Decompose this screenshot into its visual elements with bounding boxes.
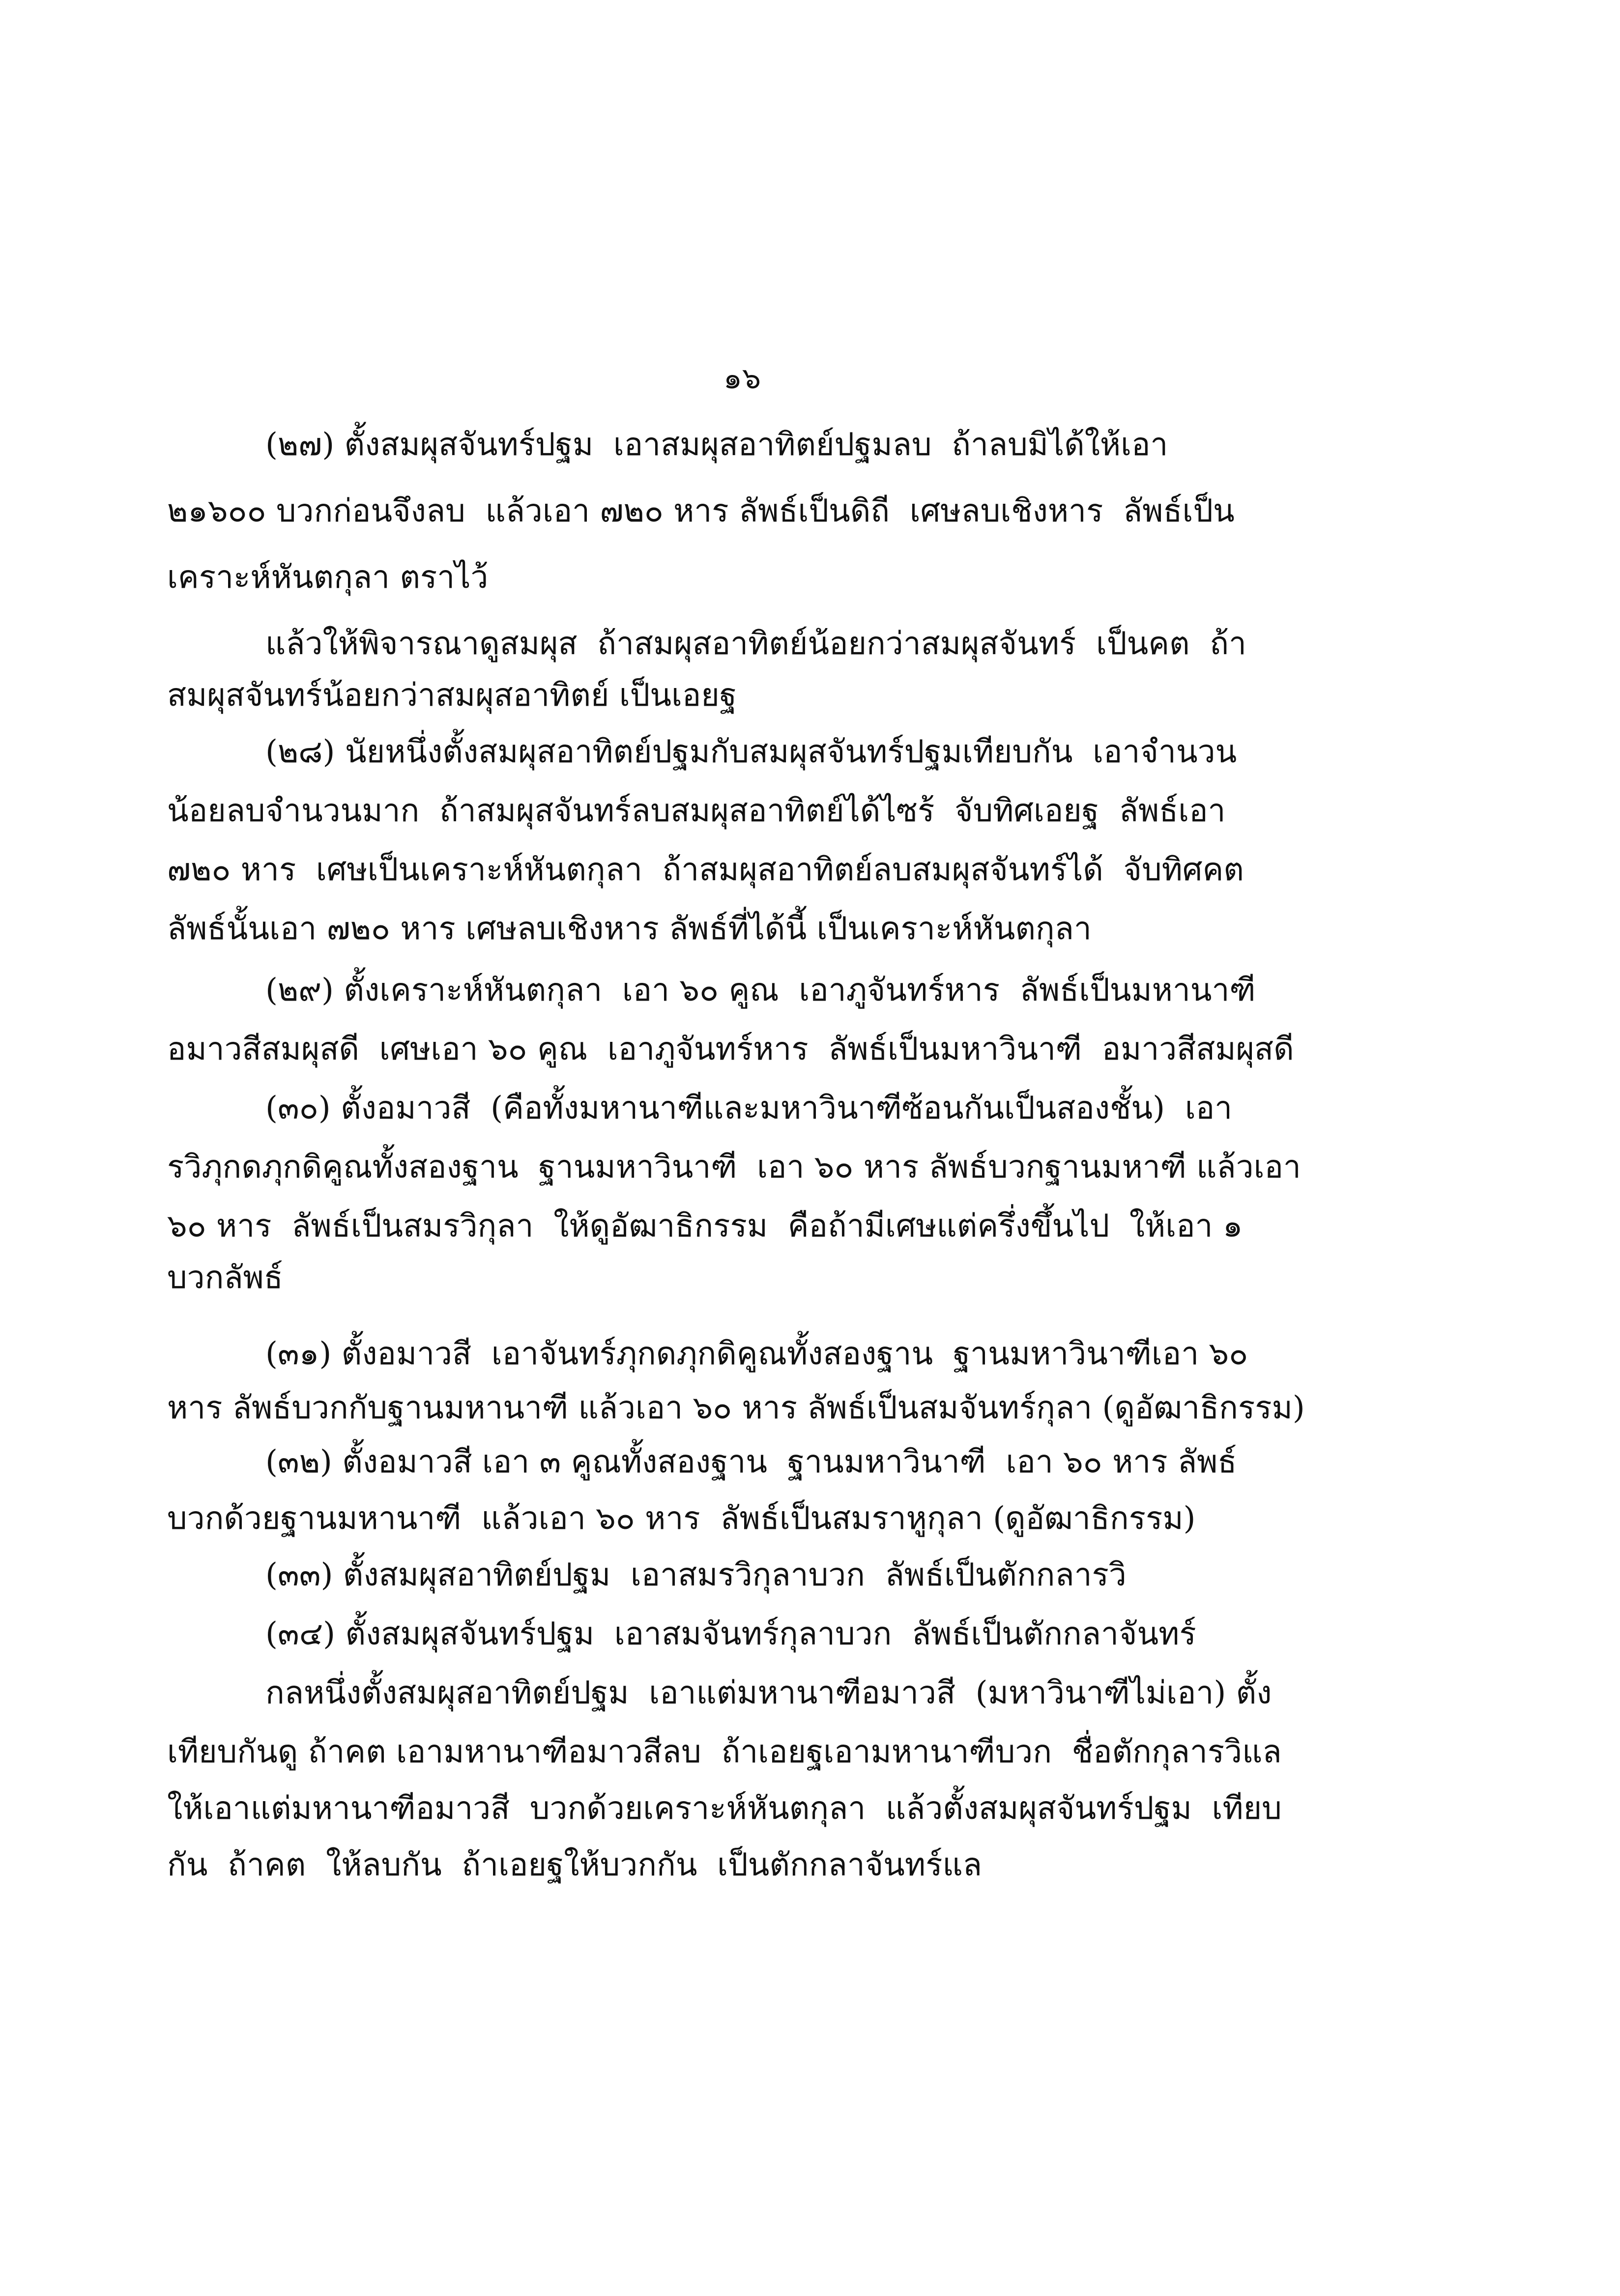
- text-line: (๓๑) ตั้งอมาวสี เอาจันทร์ภุกดภุกดิคูณทั้งสองฐาน ฐานมหาวินาฑีเอา ๖๐: [265, 1336, 1248, 1372]
- text-line: น้อยลบจำนวนมาก ถ้าสมผุสจันทร์ลบสมผุสอาทิตย์ได้ไซร้ จับทิศเอยฐ ลัพธ์เอา: [167, 793, 1226, 829]
- text-line: บวกด้วยฐานมหานาฑี แล้วเอา ๖๐ หาร ลัพธ์เป็นสมราหูกุลา (ดูอัฒาธิกรรม): [167, 1500, 1196, 1537]
- text-line: ๗๒๐ หาร เศษเป็นเคราะห์หันตกุลา ถ้าสมผุสอาทิตย์ลบสมผุสจันทร์ได้ จับทิศคต: [167, 852, 1244, 888]
- text-line: (๒๘) นัยหนึ่งตั้งสมผุสอาทิตย์ปฐมกับสมผุสจันทร์ปฐมเทียบกัน เอาจำนวน: [265, 734, 1237, 770]
- text-line: บวกลัพธ์: [167, 1260, 283, 1296]
- text-line: รวิภุกดภุกดิคูณทั้งสองฐาน ฐานมหาวินาฑี เอา ๖๐ หาร ลัพธ์บวกฐานมหาฑี แล้วเอา: [167, 1149, 1301, 1185]
- text-line: (๓๒) ตั้งอมาวสี เอา ๓ คูณทั้งสองฐาน ฐานมหาวินาฑี เอา ๖๐ หาร ลัพธ์: [265, 1444, 1237, 1480]
- text-line: (๒๗) ตั้งสมผุสจันทร์ปฐม เอาสมผุสอาทิตย์ปฐมลบ ถ้าลบมิได้ให้เอา: [265, 427, 1168, 463]
- text-line: เทียบกันดู ถ้าคต เอามหานาฑีอมาวสีลบ ถ้าเอยฐเอามหานาฑีบวก ชื่อตักกุลารวิแล: [167, 1734, 1282, 1770]
- text-line: สมผุสจันทร์น้อยกว่าสมผุสอาทิตย์ เป็นเอยฐ: [167, 677, 737, 714]
- text-line: อมาวสีสมผุสดี เศษเอา ๖๐ คูณ เอาภูจันทร์หาร ลัพธ์เป็นมหาวินาฑี อมาวสีสมผุสดี: [167, 1031, 1294, 1067]
- text-line: ๒๑๖๐๐ บวกก่อนจึงลบ แล้วเอา ๗๒๐ หาร ลัพธ์เป็นดิถี เศษลบเชิงหาร ลัพธ์เป็น: [167, 493, 1235, 529]
- text-line: ๖๐ หาร ลัพธ์เป็นสมรวิกุลา ให้ดูอัฒาธิกรรม คือถ้ามีเศษแต่ครึ่งขึ้นไป ให้เอา ๑: [167, 1208, 1243, 1244]
- text-line: (๓๔) ตั้งสมผุสจันทร์ปฐม เอาสมจันทร์กุลาบวก ลัพธ์เป็นตักกลาจันทร์: [265, 1616, 1196, 1652]
- text-line: ลัพธ์นั้นเอา ๗๒๐ หาร เศษลบเชิงหาร ลัพธ์ที่ได้นี้ เป็นเคราะห์หันตกุลา: [167, 911, 1092, 947]
- text-line: ให้เอาแต่มหานาฑีอมาวสี บวกด้วยเคราะห์หันตกุลา แล้วตั้งสมผุสจันทร์ปฐม เทียบ: [167, 1790, 1282, 1827]
- text-line: เคราะห์หันตกุลา ตราไว้: [167, 559, 489, 596]
- text-line: กลหนึ่งตั้งสมผุสอาทิตย์ปฐม เอาแต่มหานาฑีอมาวสี (มหาวินาฑีไม่เอา) ตั้ง: [265, 1675, 1272, 1711]
- text-line: กัน ถ้าคต ให้ลบกัน ถ้าเอยฐให้บวกกัน เป็นตักกลาจันทร์แล: [167, 1847, 982, 1883]
- text-line: (๓๓) ตั้งสมผุสอาทิตย์ปฐม เอาสมรวิกุลาบวก ลัพธ์เป็นตักกลารวิ: [265, 1557, 1127, 1593]
- text-line: (๓๐) ตั้งอมาวสี (คือทั้งมหานาฑีและมหาวินาฑีซ้อนกันเป็นสองชั้น) เอา: [265, 1090, 1233, 1126]
- text-line: หาร ลัพธ์บวกกับฐานมหานาฑี แล้วเอา ๖๐ หาร ลัพธ์เป็นสมจันทร์กุลา (ดูอัฒาธิกรรม): [167, 1390, 1305, 1426]
- text-line: แล้วให้พิจารณาดูสมผุส ถ้าสมผุสอาทิตย์น้อยกว่าสมผุสจันทร์ เป็นคต ถ้า: [265, 626, 1246, 662]
- text-line: (๒๙) ตั้งเคราะห์หันตกุลา เอา ๖๐ คูณ เอาภูจันทร์หาร ลัพธ์เป็นมหานาฑี: [265, 972, 1256, 1008]
- page-number: ๑๖: [723, 361, 761, 396]
